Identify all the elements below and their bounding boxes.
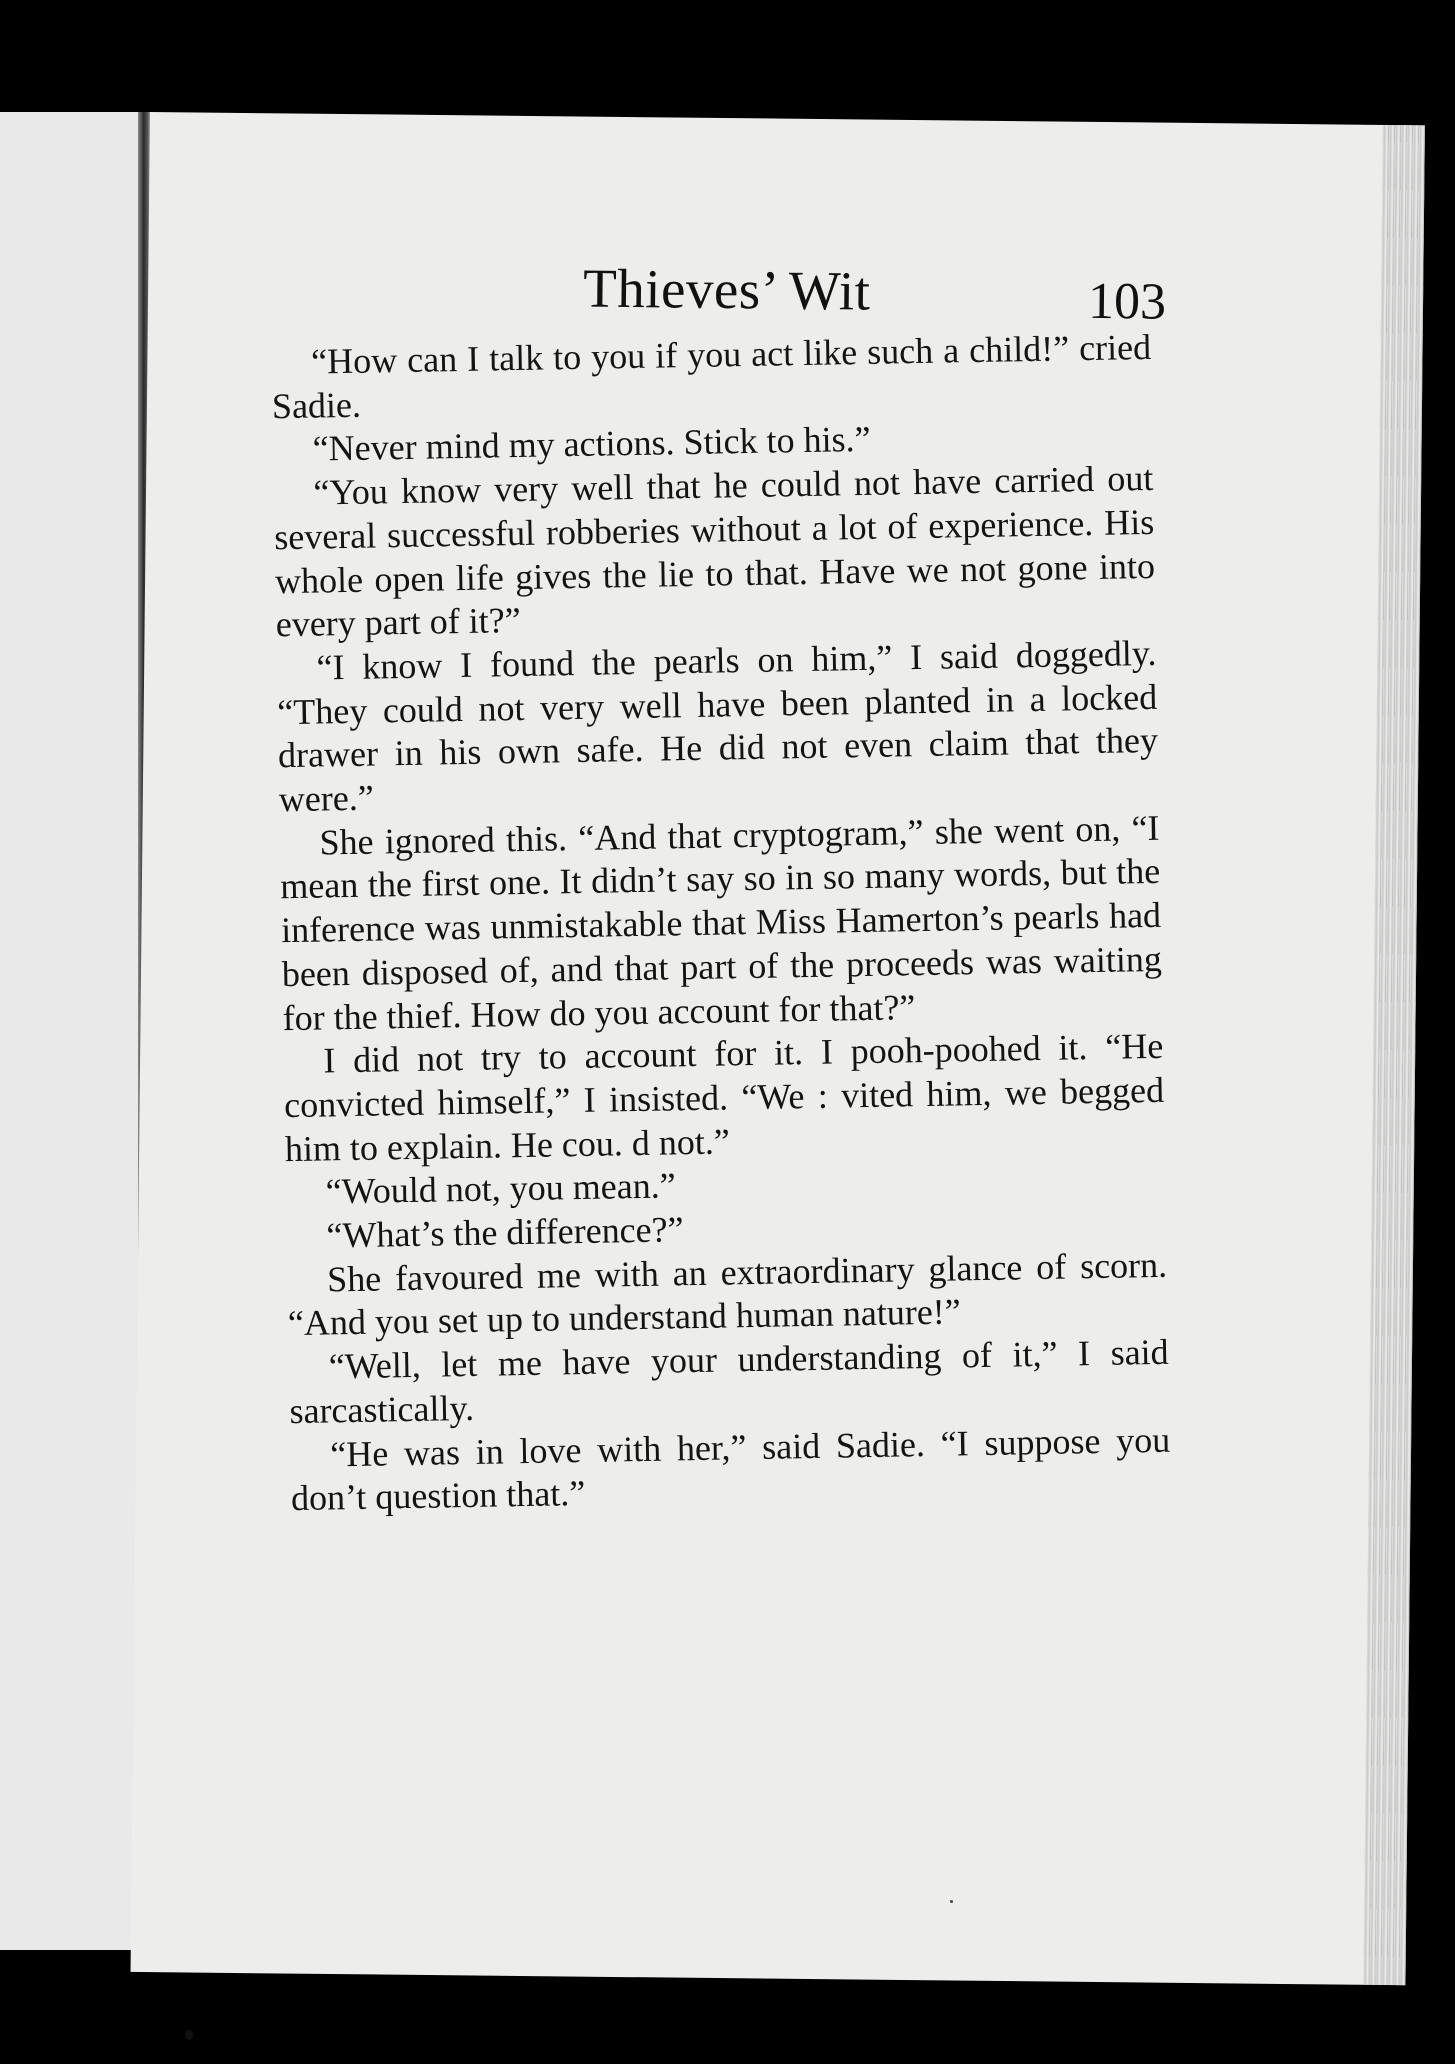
paragraph: She ignored this. “And that cryptogram,” she went on, “I mean the first one. It didn’t say so in so many words, but the inference was unmistakable that Miss Hamerton’s pearls had been disposed of, and that part of the proceeds was waiting for the thief. How do you account for that?”	[279, 807, 1163, 1038]
dust-speck	[950, 1900, 953, 1903]
paragraph: “You know very well that he could not have carried out several successful robberies without a lot of experience. His whole open life gives the lie to that. Have we not gone into every part of it?”	[273, 458, 1156, 645]
page-fore-edge	[1363, 125, 1424, 1985]
paragraph: “How can I talk to you if you act like such a child!” cried Sadie.	[271, 326, 1152, 426]
paragraph: She favoured me with an extraordinary glance of scorn. “And you set up to understand human nature!”	[287, 1244, 1168, 1344]
paragraph: “Never mind my actions. Stick to his.”	[312, 419, 871, 469]
running-title: Thieves’ Wit	[582, 257, 871, 322]
dust-speck	[185, 2030, 193, 2040]
paragraph: “Well, let me have your understanding of it,” I said sarcastically.	[289, 1331, 1169, 1431]
paragraph: “He was in love with her,” said Sadie. “I suppose you don’t question that.”	[290, 1419, 1171, 1519]
book-page	[131, 112, 1425, 1985]
left-page-edge	[0, 112, 148, 1950]
paragraph: “Would not, you mean.”	[325, 1165, 676, 1212]
paragraph: “What’s the difference?”	[326, 1209, 684, 1256]
paragraph: I did not try to account for it. I pooh-poohed it. “He convicted himself,” I insisted. “We : vited him, we begged him to explain. He cou. d not.”	[283, 1026, 1165, 1169]
page-number: 103	[1087, 272, 1167, 331]
body-text	[271, 326, 1171, 1521]
paragraph: “I know I found the pearls on him,” I said doggedly. “They could not very well have been planted in a locked drawer in his own safe. He did not even claim that they were.”	[276, 632, 1159, 820]
